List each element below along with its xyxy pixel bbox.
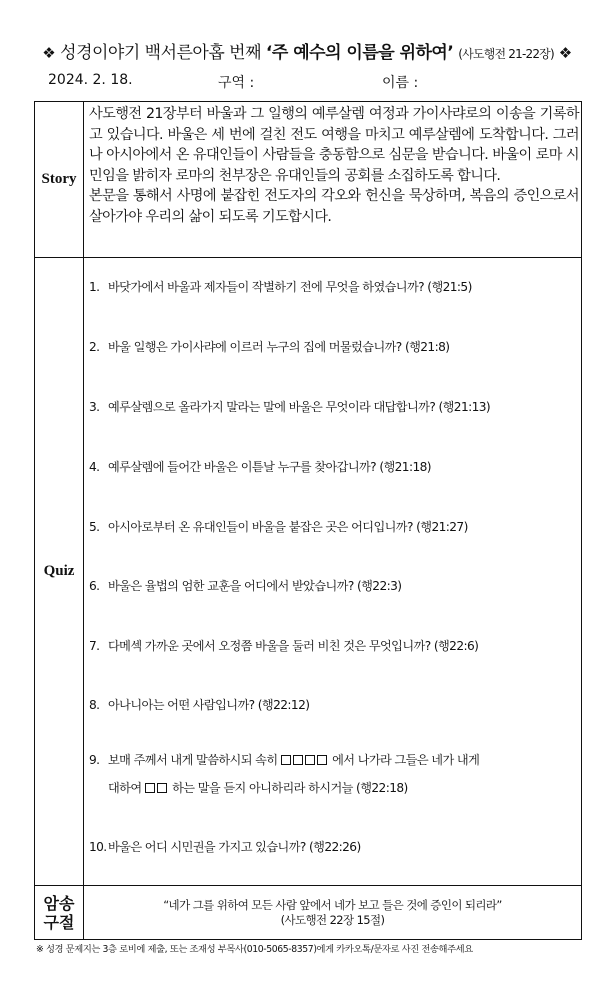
- answer-blank[interactable]: [145, 781, 169, 795]
- quiz-question: 5. 아시아로부터 온 유대인들이 바울을 붙잡은 곳은 어디입니까? (행21:27): [89, 520, 468, 534]
- title-theme: ‘주 예수의 이름을 위하여’: [265, 43, 454, 63]
- story-paragraph: 본문을 통해서 사명에 붙잡힌 전도자의 각오와 헌신을 묵상하며, 복음의 증인으로서 살아가야 우리의 삶이 되도록 기도합시다.: [89, 188, 579, 225]
- answer-blank[interactable]: [281, 753, 329, 767]
- memory-verse-cell: [84, 886, 581, 939]
- title-prefix: 성경이야기 백서른아홉 번째: [60, 43, 262, 63]
- memory-verse-reference: (사도행전 22장 15절): [280, 913, 385, 927]
- title-reference: (사도행전 21-22장): [458, 47, 554, 61]
- submission-note: ※ 성경 문제지는 3층 로비에 제출, 또는 조재성 부목사(010-5065-8357)에게 카카오톡/문자로 사진 전송해주세요: [36, 944, 473, 955]
- quiz-question: 1. 바닷가에서 바울과 제자들이 작별하기 전에 무엇을 하였습니까? (행21:5): [89, 280, 472, 294]
- section-label: 구역 :: [218, 75, 255, 91]
- quiz-row: [35, 258, 581, 886]
- quiz-question: 4. 예루살렘에 들어간 바울은 이튿날 누구를 찾아갑니까? (행21:18): [89, 460, 431, 474]
- quiz-label: Quiz: [35, 258, 84, 885]
- quiz-question: 8. 아나니아는 어떤 사람입니까? (행22:12): [89, 698, 310, 712]
- quiz-question: 3. 예루살렘으로 올라가지 말라는 말에 바울은 무엇이라 대답합니까? (행21:13): [89, 400, 491, 414]
- worksheet-title: [0, 38, 614, 63]
- memory-verse-label: 암송 구절: [35, 886, 84, 939]
- quiz-question: 2. 바울 일행은 가이사랴에 이르러 누구의 집에 머물렀습니까? (행21:8): [89, 340, 450, 354]
- diamond-icon: ❖: [42, 44, 56, 62]
- date-text: 2024. 2. 18.: [48, 72, 133, 88]
- quiz-question: 9. 보매 주께서 내게 말씀하시되 속히 에서 나가라 그들은 네가 내게 대하여 하는 말을 듣지 아니하리라 하시거늘 (행22:18): [89, 753, 480, 795]
- quiz-question: 10.바울은 어디 시민권을 가지고 있습니까? (행22:26): [89, 840, 361, 854]
- story-paragraph: 사도행전 21장부터 바울과 그 일행의 예루살렘 여정과 가이사랴로의 이송을 기록하고 있습니다. 바울은 세 번에 걸친 전도 여행을 마치고 예루살렘에 도착합니다. 그러나 아시아에서 온 유대인들이 사람들을 충동함으로 심문을 받습니다. 바울이 로마 시민임을 밝히자 로마의 천부장은 유대인들의 공회를 소집하도록 합니다.: [89, 106, 579, 184]
- memory-verse-text: “네가 그를 위하여 모든 사람 앞에서 네가 보고 들은 것에 증인이 되리라”: [163, 898, 502, 912]
- diamond-icon: ❖: [558, 44, 572, 62]
- story-row: [35, 102, 581, 258]
- name-label: 이름 :: [382, 75, 419, 91]
- story-text: [89, 104, 579, 228]
- story-label: Story: [35, 102, 84, 257]
- quiz-cell: [84, 258, 581, 885]
- worksheet-table: [34, 101, 582, 940]
- quiz-question: 7. 다메섹 가까운 곳에서 오정쯤 바울을 둘러 비친 것은 무엇입니까? (행22:6): [89, 639, 479, 653]
- story-cell: [84, 102, 581, 257]
- quiz-question: 6. 바울은 율법의 엄한 교훈을 어디에서 받았습니까? (행22:3): [89, 579, 402, 593]
- memory-verse-row: [35, 886, 581, 939]
